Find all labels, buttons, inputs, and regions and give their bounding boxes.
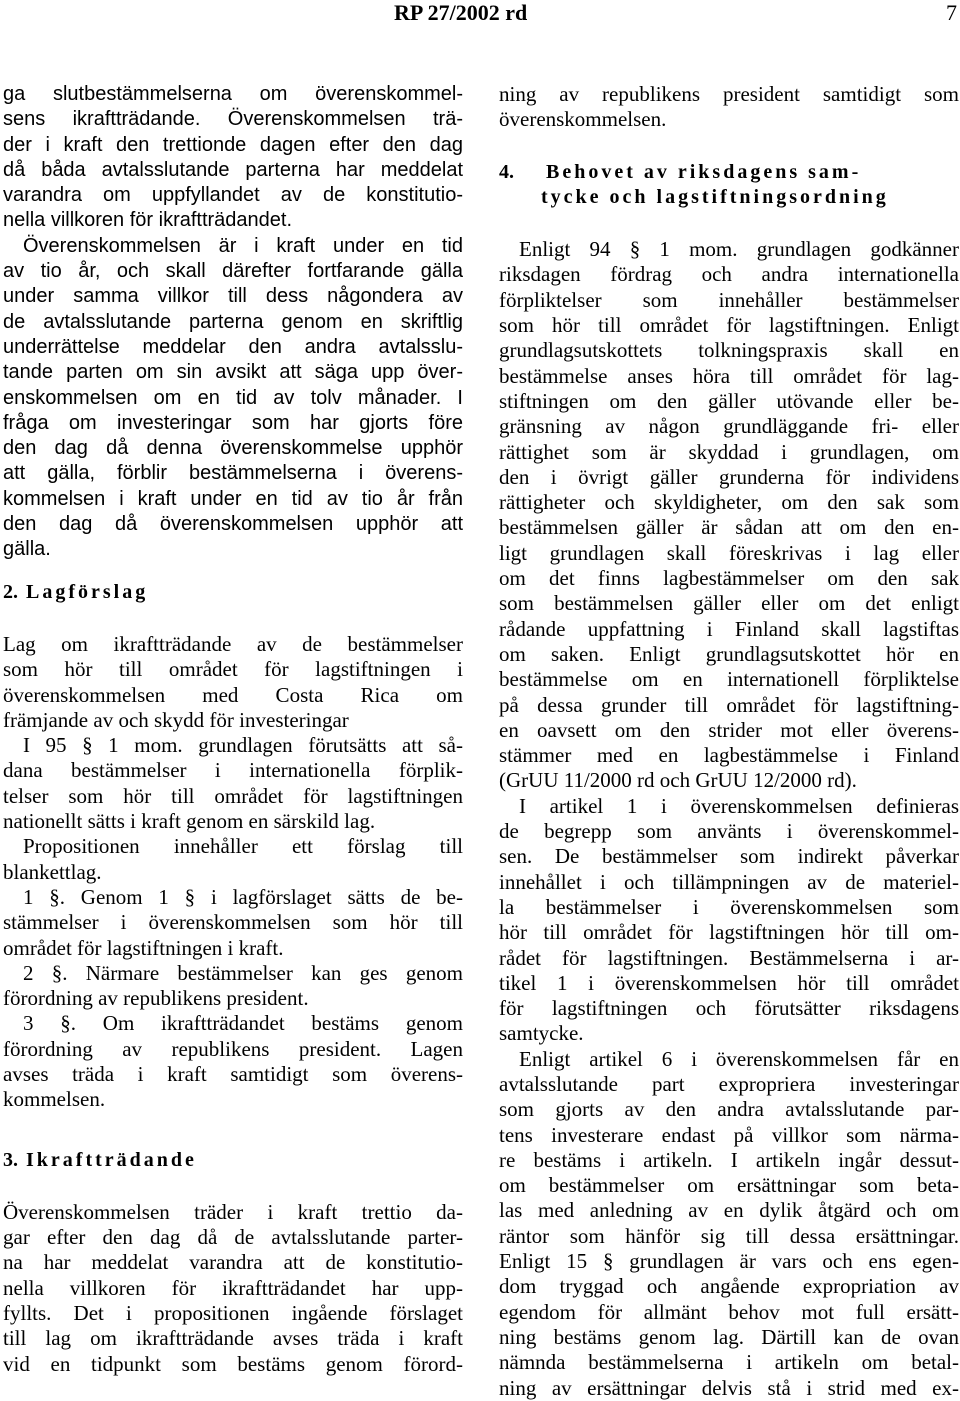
text-line: förpliktelser som innehåller bestämmelser [499, 287, 959, 312]
text-line: Enligt 15 § grundlagen är vars och ens egen- [499, 1249, 959, 1274]
text-line: överenskommelsen. [499, 107, 667, 132]
text-line: förordning av republikens president. [3, 986, 309, 1011]
text-line: om det finns lagbestämmelser om den sak [499, 566, 959, 591]
page-header [0, 0, 960, 28]
text-line: dom tryggad och angående expropriation av [499, 1274, 959, 1299]
text-line: bestämmelsen gäller är sådan att om den en- [499, 515, 959, 540]
page-number: 7 [946, 0, 957, 25]
text-line: nella villkoren för ikraftträdandet har upp- [3, 1275, 463, 1300]
text-line: gar efter den dag då de avtalsslutande parter- [3, 1225, 463, 1250]
text-line: Överenskommelsen träder i kraft trettio da- [3, 1199, 463, 1224]
text-line: 1 §. Genom 1 § i lagförslaget sätts de be- [23, 884, 463, 909]
section-title: Ikraftträdande [26, 1148, 197, 1171]
text-line: av tio år, och skall därefter fortfarande gälla [3, 260, 463, 283]
section-title-line: tycke och lagstiftningsordning [541, 185, 889, 208]
text-line: Lag om ikraftträdande av de bestämmelser [3, 631, 463, 656]
text-line: tikel 1 i överenskommelsen hör till området [499, 970, 959, 995]
text-line: rådande uppfattning i Finland skall lagstiftas [499, 616, 959, 641]
paragraph-final-provisions [3, 82, 463, 234]
paragraph-article-6 [499, 1047, 959, 1401]
left-column [3, 82, 463, 1377]
paragraph-consent [499, 237, 959, 794]
text-line: förordning av republikens president. Lagen [3, 1036, 463, 1061]
text-line: främjande av och skydd för investeringar [3, 707, 349, 732]
text-line: på dessa grunder till området för lagstiftning- [499, 692, 959, 717]
paragraph-section-1 [3, 885, 463, 961]
text-line: en oavsett om den strider mot eller överens- [499, 717, 959, 742]
text-line: riksdagen fördrag och andra internationella [499, 262, 959, 287]
text-line: nationellt sätts i kraft genom en särskild lag. [3, 809, 376, 834]
text-line: ligt grundlagen skall föreskrivas i lag eller [499, 540, 959, 565]
text-line: tens investerare endast på villkor som närma- [499, 1122, 959, 1147]
law-title [3, 632, 463, 733]
text-line: rättigheter och skyldigheter, om den sak som [499, 490, 959, 515]
text-line: 2 §. Närmare bestämmelser kan ges genom [23, 960, 463, 985]
paragraph-proposal [3, 834, 463, 885]
text-line: stämmelser i överenskommelsen som hör till [3, 910, 463, 935]
text-line: 3 §. Om ikraftträdandet bestäms genom [23, 1011, 463, 1036]
text-line: underrättelse meddelar den andra avtalsslu- [3, 335, 463, 358]
text-line: om saken. Enligt grundlagsutskottet hör en [499, 641, 959, 666]
text-line: der i kraft den trettionde dagen efter den dag [3, 133, 463, 156]
text-line: blankettlag. [3, 859, 102, 884]
text-line: räntor som hänför sig till dessa ersättningar. [499, 1223, 959, 1248]
text-line: bestämmelse om en internationell förpliktelse [499, 667, 959, 692]
text-line: den dag då denna överenskommelse upphör [3, 437, 463, 460]
text-line: som bestämmelsen gäller eller om det enligt [499, 591, 959, 616]
paragraph-duration [3, 234, 463, 563]
paragraph-entry-into-force [3, 1200, 463, 1377]
text-line: (GrUU 11/2000 rd och GrUU 12/2000 rd). [499, 768, 857, 793]
section-heading-3 [3, 1148, 463, 1173]
text-line: området för lagstiftningen i kraft. [3, 935, 284, 960]
text-line: dana bestämmelser i internationella förplik- [3, 758, 463, 783]
paragraph-article-1 [499, 794, 959, 1047]
text-line: rättighet som är skyddad i grundlagen, om [499, 439, 959, 464]
text-line: samtycke. [499, 1021, 584, 1046]
text-line: de begrepp som använts i överenskommel- [499, 819, 959, 844]
section-heading-4 [499, 160, 959, 211]
text-line: att gälla, förblir bestämmelserna i överens- [3, 462, 463, 485]
text-line: grundlagsutskottets tolkningspraxis skall en [499, 338, 959, 363]
text-line: ning av ersättningar delvis stå i strid med ex- [499, 1375, 959, 1400]
section-number: 4. [499, 160, 514, 183]
text-line: avtalsslutande part expropriera investeringar [499, 1071, 959, 1096]
text-line: Överenskommelsen är i kraft under en tid [23, 234, 463, 257]
text-line: om bestämmelser om ersättningar som beta- [499, 1173, 959, 1198]
text-line: den dag då överenskommelsen upphör att [3, 513, 463, 536]
text-line: kommelsen i kraft under en tid av tio år från [3, 487, 463, 510]
text-line: innehållet i och tillämpningen av de materiel- [499, 869, 959, 894]
text-line: fråga om investeringar som har gjorts före [3, 411, 463, 434]
text-line: varandra om uppfyllandet av de konstitutio- [3, 184, 463, 207]
text-line: rådet för lagstiftningen. Bestämmelserna i ar- [499, 945, 959, 970]
text-line: ning av republikens president samtidigt som [499, 82, 959, 106]
text-line: Enligt artikel 6 i överenskommelsen får en [519, 1046, 959, 1071]
text-line: bestämmelse anses höra till området för lag- [499, 363, 959, 388]
text-line: na har meddelat varandra att de konstitutio- [3, 1250, 463, 1275]
section-number: 3. [3, 1148, 18, 1171]
text-line: I 95 § 1 mom. grundlagen förutsätts att så- [23, 733, 463, 758]
text-line: egendom för allmänt behov mot full ersätt- [499, 1299, 959, 1324]
paragraph-section-3 [3, 1011, 463, 1112]
section-title-line [499, 160, 959, 185]
text-line: avses träda i kraft samtidigt som överens- [3, 1061, 463, 1086]
paragraph-section-2 [3, 961, 463, 1012]
text-line: då båda avtalsslutande parterna har meddelat [3, 158, 463, 181]
text-line: nella villkoren för ikraftträdandet. [3, 209, 293, 232]
text-line: ning bestäms genom lag. Därtill kan de ovan [499, 1324, 959, 1349]
text-line: till lag om ikraftträdande avses träda i kraft [3, 1326, 463, 1351]
text-line: enskommelsen om en tid av tolv månader. I [3, 386, 463, 409]
text-line: telser som hör till området för lagstiftningen [3, 783, 463, 808]
text-line: re bestäms i artikeln. I artikeln ingår dessut- [499, 1147, 959, 1172]
text-line: sen. De bestämmelser som indirekt påverkar [499, 844, 959, 869]
paragraph-continuation [499, 82, 959, 133]
text-line: nämnda bestämmelserna i artikeln om betal- [499, 1350, 959, 1375]
text-line: tande parten om sin avsikt att säga upp över- [3, 361, 463, 384]
text-line: las med anledning av en dylik åtgärd och om [499, 1198, 959, 1223]
text-line: stiftningen om den gäller utövande eller be- [499, 388, 959, 413]
text-line: för lagstiftningen och förutsätter riksdagens [499, 996, 959, 1021]
text-line: ga slutbestämmelserna om överenskommel- [3, 83, 463, 105]
text-line: gränsning av någon grundläggande fri- eller [499, 414, 959, 439]
text-line: hör till området för lagstiftningen hör till om- [499, 920, 959, 945]
text-line: fyllts. Det i propositionen ingående förslaget [3, 1301, 463, 1326]
text-line: stämmer med en lagbestämmelse i Finland [499, 743, 959, 768]
text-line: Propositionen innehåller ett förslag till [23, 834, 463, 859]
section-title: Lagförslag [26, 580, 149, 603]
text-line: Enligt 94 § 1 mom. grundlagen godkänner [519, 237, 959, 262]
section-title: Behovet av riksdagens sam- [546, 160, 862, 183]
text-line: I artikel 1 i överenskommelsen definieras [519, 793, 959, 818]
text-line: kommelsen. [3, 1087, 106, 1112]
text-line: som hör till området för lagstiftningen. Enligt [499, 313, 959, 338]
text-line: som gjorts av den andra avtalsslutande par- [499, 1097, 959, 1122]
right-column [499, 82, 959, 1401]
text-line: under samma villkor till dess någondera av [3, 285, 463, 308]
text-line: sens ikraftträdande. Överenskommelsen trä- [3, 108, 463, 131]
text-line: de avtalsslutande parterna genom en skriftlig [3, 310, 463, 333]
text-line: vid en tidpunkt som bestäms genom förord- [3, 1351, 463, 1376]
paragraph-constitution [3, 733, 463, 834]
text-line: den i övrigt gäller grunderna för individens [499, 464, 959, 489]
section-heading-2 [3, 580, 463, 605]
text-line: la bestämmelser i överenskommelsen som [499, 894, 959, 919]
section-number: 2. [3, 580, 18, 603]
text-line: överenskommelsen med Costa Rica om [3, 682, 463, 707]
document-id: RP 27/2002 rd [394, 0, 528, 25]
text-line: som hör till området för lagstiftningen i [3, 657, 463, 682]
text-line: gälla. [3, 538, 51, 561]
